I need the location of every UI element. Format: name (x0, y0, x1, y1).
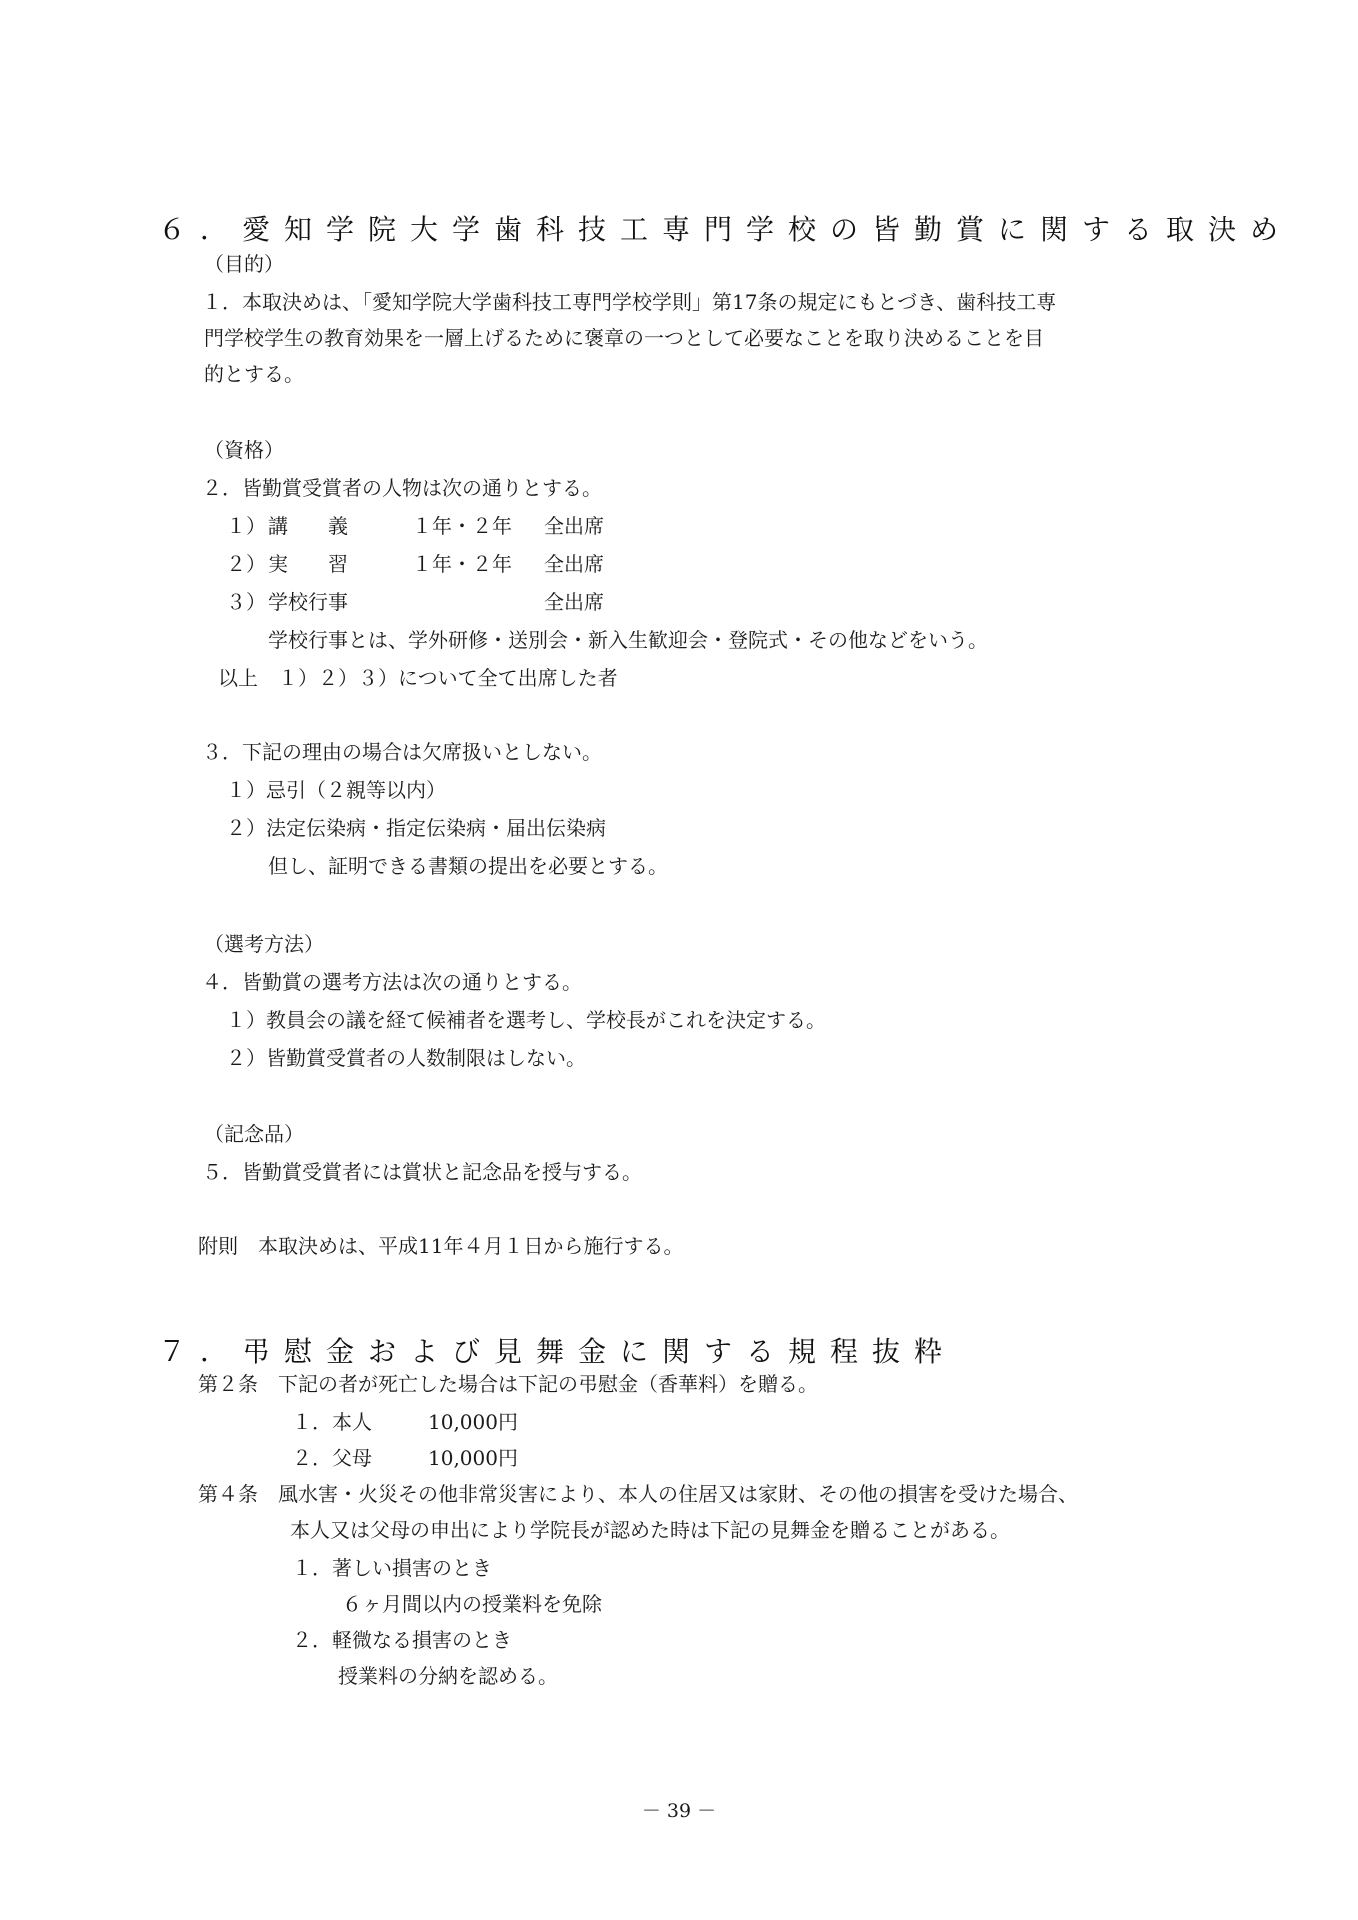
qualification-label: （資格） (204, 438, 284, 462)
article-4-line-1: 第４条 風水害・火災その他非常災害により、本人の住居又は家財、その他の損害を受けた場合、 (198, 1482, 1078, 1506)
qual-1-number: １） (226, 514, 266, 538)
selection-method-label: （選考方法） (204, 932, 324, 956)
qual-3-number: ３） (226, 590, 266, 614)
item-1-line-3: 的とする。 (204, 362, 304, 386)
damage-2: ２．軽微なる損害のとき (292, 1628, 512, 1652)
section-7-title: ７．弔慰金および見舞金に関する規程抜粋 (158, 1335, 957, 1368)
payment-1-label: １．本人 (292, 1410, 372, 1434)
commemorative-label: （記念品） (204, 1122, 304, 1146)
qual-1-requirement: 全出席 (544, 514, 604, 538)
payment-1-amount: 10,000円 (428, 1410, 518, 1434)
item-2: ２．皆勤賞受賞者の人物は次の通りとする。 (202, 476, 602, 500)
section-6-title: ６．愛知学院大学歯科技工専門学校の皆勤賞に関する取決め (158, 213, 1293, 246)
damage-1: １．著しい損害のとき (292, 1556, 492, 1580)
article-2: 第２条 下記の者が死亡した場合は下記の弔慰金（香華料）を贈る。 (198, 1372, 818, 1396)
qual-3-requirement: 全出席 (544, 590, 604, 614)
qual-2-requirement: 全出席 (544, 552, 604, 576)
reason-2: ２）法定伝染病・指定伝染病・届出伝染病 (226, 816, 606, 840)
purpose-label: （目的） (204, 252, 284, 276)
item-1-line-1: １．本取決めは、「愛知学院大学歯科技工専門学校学則」第17条の規定にもとづき、歯科技工専 (202, 290, 1057, 314)
qual-2-name: 実 習 (268, 552, 348, 576)
damage-1-note: ６ヶ月間以内の授業料を免除 (342, 1592, 602, 1616)
qual-3-name: 学校行事 (268, 590, 348, 614)
payment-2-amount: 10,000円 (428, 1446, 518, 1470)
page-number: － 39 － (641, 1800, 717, 1822)
reason-2-note: 但し、証明できる書類の提出を必要とする。 (268, 854, 668, 878)
qualification-summary: 以上 １）２）３）について全て出席した者 (218, 666, 618, 690)
item-5: ５．皆勤賞受賞者には賞状と記念品を授与する。 (202, 1160, 642, 1184)
damage-2-note: 授業料の分納を認める。 (338, 1664, 558, 1688)
item-1-line-2: 門学校学生の教育効果を一層上げるために褒章の一つとして必要なことを取り決めることを目 (204, 326, 1044, 350)
school-events-note: 学校行事とは、学外研修・送別会・新入生歓迎会・登院式・その他などをいう。 (268, 628, 988, 652)
selection-2: ２）皆勤賞受賞者の人数制限はしない。 (226, 1046, 586, 1070)
qual-1-name: 講 義 (268, 514, 348, 538)
qual-2-years: １年・２年 (412, 552, 512, 576)
payment-2-label: ２．父母 (292, 1446, 372, 1470)
article-4-line-2: 本人又は父母の申出により学院長が認めた時は下記の見舞金を贈ることがある。 (290, 1518, 1010, 1542)
item-4: ４．皆勤賞の選考方法は次の通りとする。 (202, 970, 582, 994)
qual-2-number: ２） (226, 552, 266, 576)
supplementary-provision: 附則 本取決めは、平成11年４月１日から施行する。 (198, 1234, 684, 1258)
item-3: ３．下記の理由の場合は欠席扱いとしない。 (202, 740, 602, 764)
qual-1-years: １年・２年 (412, 514, 512, 538)
reason-1: １）忌引（２親等以内） (226, 778, 446, 802)
selection-1: １）教員会の議を経て候補者を選考し、学校長がこれを決定する。 (226, 1008, 826, 1032)
